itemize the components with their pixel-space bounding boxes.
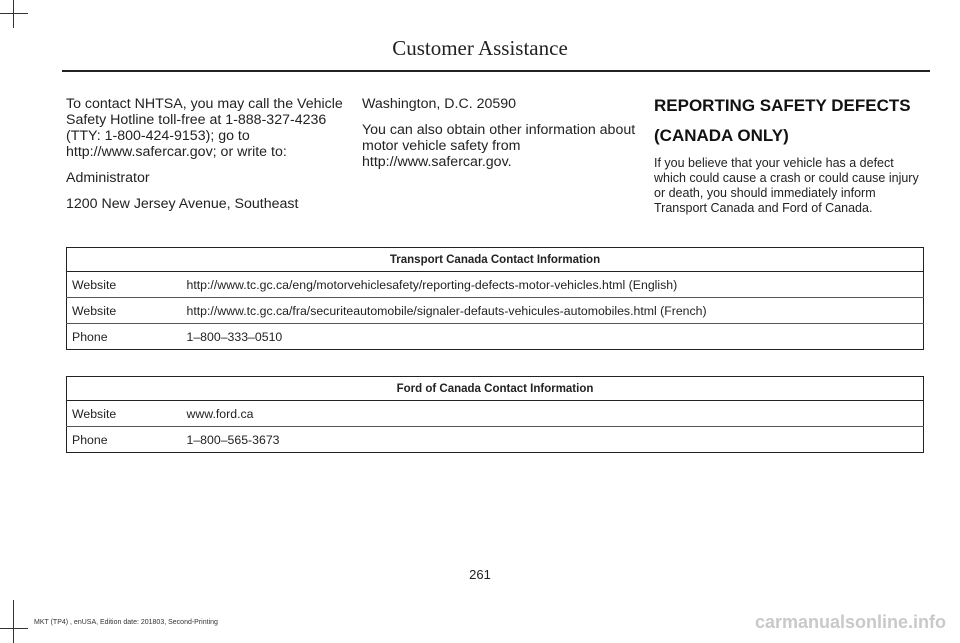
paragraph: You can also obtain other information about motor vehicle safety from http://www.safercar.gov. xyxy=(362,122,636,170)
section-heading-line: (CANADA ONLY) xyxy=(654,126,789,145)
transport-canada-table xyxy=(66,247,924,350)
paragraph: If you believe that your vehicle has a defect which could cause a crash or could cause injury or death, you should immediately inform Transport Canada and Ford of Canada. xyxy=(654,156,919,215)
text-column-3 xyxy=(654,96,929,226)
row-value: www.ford.ca xyxy=(182,401,924,427)
watermark: carmanualsonline.info xyxy=(754,612,946,632)
table-row xyxy=(67,324,924,350)
row-label: Phone xyxy=(67,427,182,453)
section-heading-line: REPORTING SAFETY DEFECTS xyxy=(654,96,911,115)
row-label: Phone xyxy=(67,324,182,350)
table-row xyxy=(67,272,924,298)
table-row xyxy=(67,401,924,427)
paragraph: Administrator xyxy=(66,170,150,186)
crop-mark xyxy=(0,628,28,629)
row-label: Website xyxy=(67,401,182,427)
crop-mark xyxy=(0,13,28,14)
row-value: http://www.tc.gc.ca/eng/motorvehiclesafety/reporting-defects-motor-vehicles.html (English) xyxy=(182,272,924,298)
paragraph: 1200 New Jersey Avenue, Southeast xyxy=(66,196,299,212)
table-row xyxy=(67,427,924,453)
paragraph: Washington, D.C. 20590 xyxy=(362,96,517,112)
table-title: Transport Canada Contact Information xyxy=(67,248,924,272)
row-label: Website xyxy=(67,298,182,324)
table-title: Ford of Canada Contact Information xyxy=(67,377,924,401)
crop-mark xyxy=(13,600,14,643)
text-column-2 xyxy=(362,96,642,180)
section-heading xyxy=(654,96,929,146)
text-column-1 xyxy=(66,96,356,222)
row-label: Website xyxy=(67,272,182,298)
row-value: http://www.tc.gc.ca/fra/securiteautomobile/signaler-defauts-vehicules-automobiles.html (French) xyxy=(182,298,924,324)
table-row xyxy=(67,298,924,324)
page-title: Customer Assistance xyxy=(392,36,568,60)
row-value: 1–800–565-3673 xyxy=(182,427,924,453)
crop-mark xyxy=(13,0,14,28)
row-value: 1–800–333–0510 xyxy=(182,324,924,350)
page-number: 261 xyxy=(469,567,491,582)
paragraph: To contact NHTSA, you may call the Vehicle Safety Hotline toll-free at 1-888-327-4236 (TTY: 1-800-424-9153); go to http://www.safercar.gov; or write to: xyxy=(66,96,343,160)
edition-note: MKT (TP4) , enUSA, Edition date: 201803, Second-Printing xyxy=(34,619,218,626)
ford-canada-table xyxy=(66,376,924,453)
header-divider xyxy=(62,70,930,72)
